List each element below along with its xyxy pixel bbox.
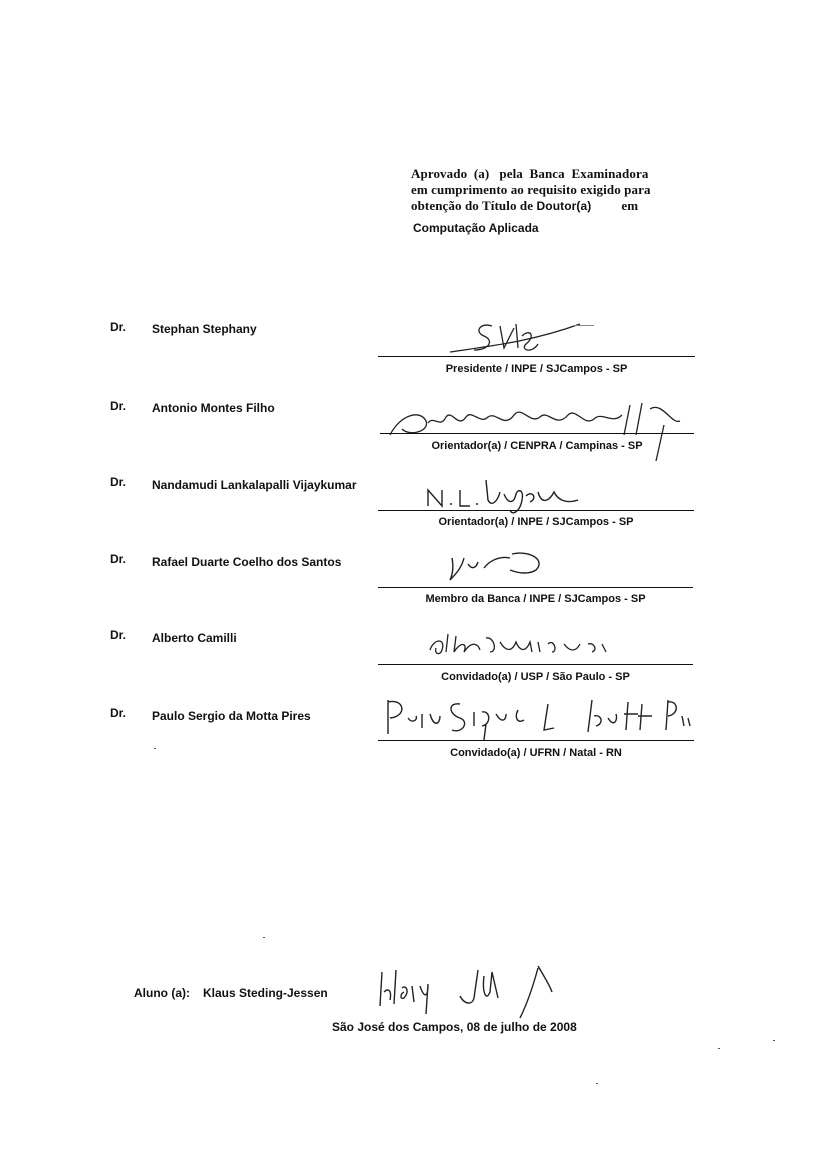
member-1-role: Presidente / INPE / SJCampos - SP (445, 363, 628, 375)
member-6-name: Paulo Sergio da Motta Pires (152, 709, 311, 723)
member-3-title: Dr. (110, 475, 127, 489)
approval-line-3-text: obtenção do Título de (411, 198, 534, 213)
member-1-name: Stephan Stephany (152, 322, 257, 336)
member-2-name: Antonio Montes Filho (152, 401, 275, 415)
date-line: São José dos Campos, 08 de julho de 2008 (332, 1020, 577, 1034)
scan-speck (154, 748, 156, 749)
approval-line-3 (411, 198, 651, 214)
member-2-signature-line (380, 433, 694, 434)
member-4-name: Rafael Duarte Coelho dos Santos (152, 555, 342, 569)
member-3-signature-line (378, 510, 694, 511)
member-2-title: Dr. (110, 399, 127, 413)
scan-speck (718, 1048, 720, 1049)
member-4-role: Membro da Banca / INPE / SJCampos - SP (425, 593, 646, 605)
member-6-title: Dr. (110, 706, 127, 720)
member-3-name: Nandamudi Lankalapalli Vijaykumar (152, 478, 357, 492)
degree-label: Doutor(a) (536, 199, 592, 213)
approval-line-1: Aprovado (a) pela Banca Examinadora (411, 166, 649, 181)
approval-em: em (621, 198, 639, 213)
scan-speck (263, 937, 265, 938)
member-2-role: Orientador(a) / CENPRA / Campinas - SP (431, 440, 643, 452)
member-6-signature (378, 690, 698, 744)
member-1-signature-line (378, 356, 695, 357)
member-5-signature-line (378, 664, 693, 665)
member-4-title: Dr. (110, 552, 127, 566)
member-5-role: Convidado(a) / USP / São Paulo - SP (441, 671, 630, 683)
course-name: Computação Aplicada (413, 221, 539, 235)
student-signature (374, 962, 584, 1022)
member-5-signature (420, 622, 620, 662)
member-6-role: Convidado(a) / UFRN / Natal - RN (450, 747, 622, 759)
approval-line-2: em cumprimento ao requisito exigido para (411, 182, 651, 197)
member-2-signature (380, 395, 700, 463)
member-1-signature (430, 314, 600, 358)
member-1-title: Dr. (110, 320, 127, 334)
member-5-title: Dr. (110, 628, 127, 642)
member-5-name: Alberto Camilli (152, 631, 237, 645)
student-name: Klaus Steding-Jessen (203, 986, 328, 1000)
member-3-role: Orientador(a) / INPE / SJCampos - SP (438, 516, 634, 528)
scan-speck (596, 1083, 598, 1084)
member-4-signature-line (378, 587, 693, 588)
scan-speck (773, 1040, 775, 1041)
member-6-signature-line (378, 740, 694, 741)
scan-speck (574, 325, 594, 326)
member-4-signature (440, 544, 560, 586)
student-label: Aluno (a): (134, 986, 190, 1000)
approval-statement (411, 166, 651, 214)
